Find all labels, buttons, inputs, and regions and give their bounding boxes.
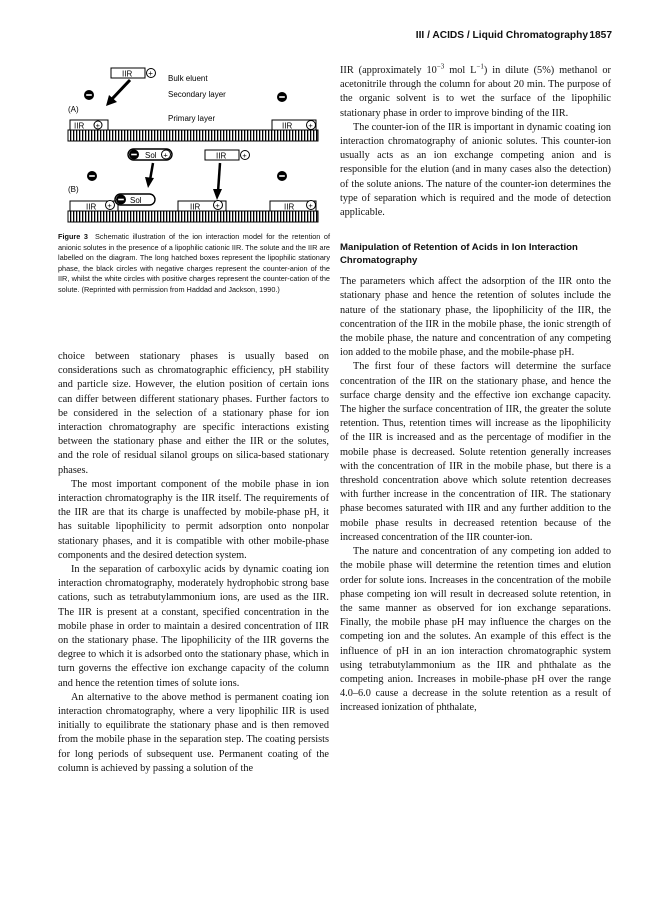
secondary-layer-label: Secondary layer [168, 90, 226, 99]
caption-text: Schematic illustration of the ion interaction model for the retention of anionic solutes in the presence of a lipophilic cationic IIR. The solute and the IIR are labelled on the diagram. The long hatched boxes represent the lipophilic stationary phase, the black circles with negative charges represent the counter-anion of the IIR, whilst the white circles with positive charges represent the counter-cation of the solute. (Reprinted with permission from Haddad and Jackson, 1990.) [58, 232, 330, 294]
counter-anion-circle [87, 171, 97, 181]
panel-b-label: (B) [68, 185, 79, 194]
arrow-icon [213, 163, 222, 200]
svg-text:IIR: IIR [86, 202, 97, 212]
section-heading: Manipulation of Retention of Acids in Ion Interaction Chromatography [340, 242, 578, 266]
svg-text:+: + [308, 201, 313, 210]
bulk-eluent-label: Bulk eluent [168, 74, 208, 83]
svg-text:IIR: IIR [284, 202, 295, 212]
panel-a-label: (A) [68, 105, 79, 114]
figure-3-diagram [58, 62, 328, 227]
svg-text:+: + [163, 150, 168, 160]
iir-box-adsorbed-right [270, 201, 316, 212]
sol-ion-pill-adsorbed [115, 194, 155, 205]
arrow-icon [106, 80, 130, 106]
iir-box-adsorbed-left [70, 120, 108, 131]
svg-text:IIR: IIR [122, 69, 133, 79]
running-title: III / ACIDS / Liquid Chromatography [415, 30, 588, 41]
svg-text:IIR: IIR [216, 151, 227, 161]
iir-box-adsorbed-left [70, 201, 118, 212]
right-column [340, 64, 611, 716]
svg-text:+: + [107, 201, 112, 210]
counter-anion-circle [84, 90, 94, 100]
iir-box-bulk [111, 68, 156, 79]
left-column [58, 350, 329, 776]
svg-text:IIR: IIR [282, 121, 293, 131]
page-number: 1857 [589, 30, 612, 41]
caption-label: Figure 3 [58, 232, 88, 241]
svg-text:+: + [242, 151, 247, 160]
paragraph: The parameters which affect the adsorption of the IIR onto the stationary phase and hence the retention of solutes include the nature of the stationary phase, the lipophilicity of the IIR, the concentration of the IIR in the mobile phase, the ionic strength of the mobile phase, the nature and concentration of any competing ion added to the mobile phase, and the mobile-phase pH. [340, 276, 611, 359]
svg-text:Sol: Sol [145, 151, 157, 160]
iir-box-adsorbed-middle [178, 201, 226, 212]
stationary-phase-a [68, 130, 318, 141]
svg-text:+: + [308, 121, 313, 130]
paragraph: The most important component of the mobile phase in ion interaction chromatography is the IIR itself. The requirements of the IIR are that its charge is unaffected by mobile-phase pH, it has suitable lipophilicity to permit adsorption onto nonpolar stationary phases, and it is compatible with other mobile-phase components and the desired detection system. [58, 478, 329, 561]
paragraph: An alternative to the above method is permanent coating ion interaction chromatography, where a very lipophilic IIR is used initially to equilibrate the stationary phase and is then removed from the mobile phase in the separation step. The coating persists for long periods of subsequent use. Permanent coating of the column is achieved by passing a solution of the [58, 691, 329, 774]
ion-interaction-diagram [58, 62, 328, 227]
svg-text:Sol: Sol [130, 196, 142, 205]
svg-text:IIR: IIR [190, 202, 201, 212]
arrow-icon [145, 163, 154, 188]
paragraph: IIR (approximately $10^{-3}$ mol $L^{-1}$) in dilute (5%) methanol or acetonitrile through the column for about 20 min. The purpose of the organic solvent is to wet the surface of the lipophilic stationary phase in order to improve binding of the IIR. [340, 62, 611, 119]
panel-a [68, 68, 318, 141]
paragraph: In the separation of carboxylic acids by dynamic coating ion interaction chromatography, moderately hydrophobic strong base cations, such as tetrabutylammonium ions, are used as the IIR. The IIR is present at a constant, specified concentration in the mobile phase in order to maintain a desired concentration of IIR on the stationary phase. The lipophilicity of the IIR governs the degree to which it is adsorbed onto the stationary phase, which in turn governs the effective ion exchange capacity of the column and hence the retention times of solute ions. [58, 564, 329, 689]
panel-b [68, 149, 318, 222]
page-header [0, 30, 668, 46]
counter-anion-circle [277, 171, 287, 181]
stationary-phase-b [68, 211, 318, 222]
iir-box-mobile [205, 150, 250, 161]
svg-text:+: + [215, 201, 220, 210]
sol-ion-pill [128, 149, 172, 160]
figure-caption [58, 232, 330, 295]
counter-anion-circle [277, 92, 287, 102]
paragraph: The counter-ion of the IIR is important in dynamic coating ion interaction chromatography of anionic solutes. This counter-ion usually acts as an ion exchange competing anion and is responsible for the elution (and in many cases also the detection) of the solute anions. The nature of the counter-ion determines the type of separation which is required and the mode of detection applicable. [340, 121, 611, 219]
paragraph: The first four of these factors will determine the surface concentration of the IIR on the stationary phase, and hence the surface charge density and the effective ion exchange capacity. The higher the surface concentration of IIR, the greater the solute retention. Thus, retention times will increase as the lipophilicity of the IIR is increased and as the percentage of modifier in the mobile phase is decreased. Solute retention generally increases with the concentration of IIR in the mobile phase, but there is a threshold concentration above which solute retention decreases with further increase in the concentration of IIR. The stationary phase becomes saturated with IIR and any further addition to the mobile phase results in decreased retention because of the increased concentration of the IIR counter-ion. [340, 361, 611, 543]
svg-text:IIR: IIR [74, 121, 85, 131]
paragraph: The nature and concentration of any competing ion added to the mobile phase will determine the retention times and elution order for solute ions. Increases in the concentration of the mobile phase competing ion will result in decreased solute retention, in the same manner as observed for ion exchange separations. Finally, the mobile phase pH may influence the charges on the competing ion and the solutes. An example of this effect is the influence of pH in an ion interaction chromatographic system using tetrabutylammonium as the IIR and phthalate as the competing anion. Increases in mobile-phase pH over the range 4.0–6.0 cause a decrease in the solute retention as a result of increased ionization of phthalate, [340, 546, 611, 714]
svg-text:+: + [148, 69, 153, 78]
paragraph: choice between stationary phases is usually based on considerations such as chromatographic efficiency, pH stability and particle size. However, the elution position of certain ions can differ between different stationary phases. Further factors to be considered in the selection of a stationary phase for ion interaction chromatography are specific interactions existing between the stationary phase and either the IIR or the solutes, and the role of residual silanol groups on silica-based stationary phases. [58, 351, 329, 476]
primary-layer-label: Primary layer [168, 114, 216, 123]
iir-box-adsorbed-right [272, 120, 316, 131]
svg-text:+: + [95, 121, 100, 130]
